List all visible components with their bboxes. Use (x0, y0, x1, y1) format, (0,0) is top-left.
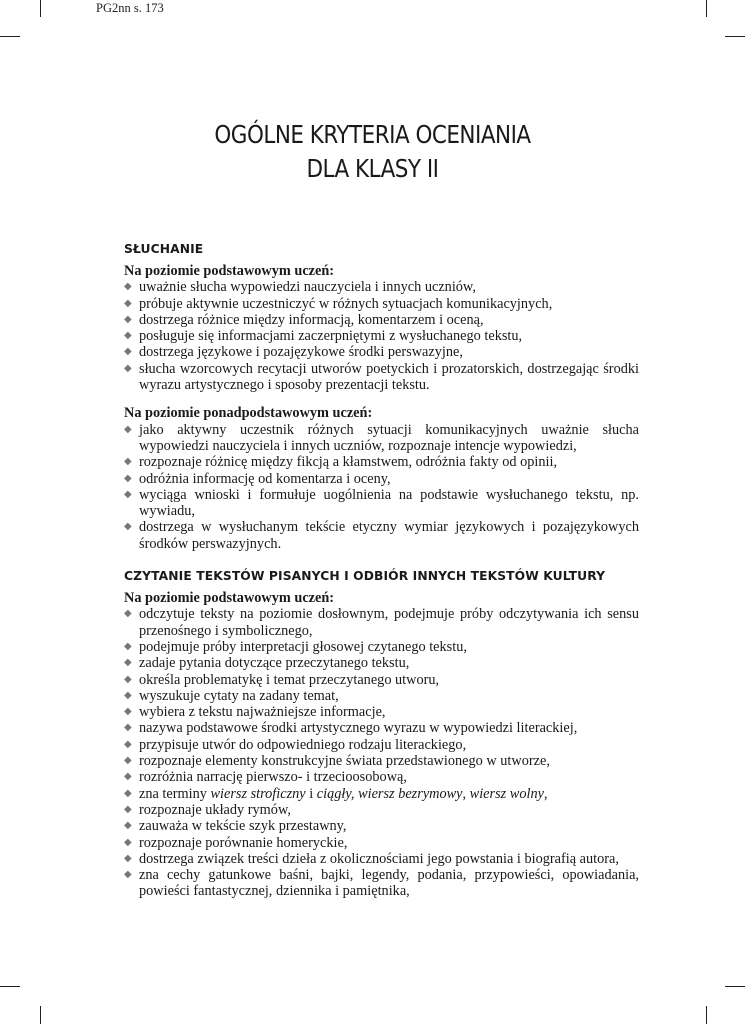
list-item-text: przypisuje utwór do odpowiedniego rodzaju literackiego, (139, 736, 467, 753)
diamond-bullet-icon: ◆ (124, 346, 132, 358)
diamond-bullet-icon: ◆ (124, 521, 132, 533)
criteria-list (124, 279, 639, 393)
level-label: Na poziomie podstawowym uczeń: (124, 263, 335, 279)
list-item (124, 454, 639, 470)
diamond-bullet-icon: ◆ (124, 488, 132, 500)
list-item (124, 672, 639, 688)
diamond-bullet-icon: ◆ (124, 330, 132, 342)
list-item-text: posługuje się informacjami zaczerpniętymi z wysłuchanego tekstu, (139, 328, 523, 345)
diamond-bullet-icon: ◆ (124, 755, 132, 767)
diamond-bullet-icon: ◆ (124, 673, 132, 685)
crop-mark (706, 1006, 707, 1024)
list-item-text: dostrzega w wysłuchanym tekście etyczny wymiar językowych i pozajęzykowych środków perswazyjnych. (139, 519, 639, 552)
list-item-text: rozpoznaje elementy konstrukcyjne świata przedstawionego w utworze, (139, 753, 550, 770)
crop-mark (725, 986, 745, 987)
list-item (124, 519, 639, 552)
list-item-text: zna terminy wiersz stroficzny i ciągły, wiersz bezrymowy, wiersz wolny, (139, 785, 548, 802)
diamond-bullet-icon: ◆ (124, 869, 132, 881)
list-item-text: zauważa w tekście szyk przestawny, (139, 818, 347, 835)
document-body (124, 241, 639, 900)
list-item-text: rozpoznaje porównanie homeryckie, (139, 834, 348, 851)
criteria-list (124, 422, 639, 552)
diamond-bullet-icon: ◆ (124, 313, 132, 325)
diamond-bullet-icon: ◆ (124, 706, 132, 718)
list-item-text: rozróżnia narrację pierwszo- i trzecioosobową, (139, 769, 407, 786)
section-heading: SŁUCHANIE (124, 242, 204, 256)
italic-term: ciągły, wiersz bezrymowy (316, 785, 463, 802)
list-item-text: nazywa podstawowe środki artystycznego wyrazu w wypowiedzi literackiej, (139, 720, 578, 737)
criteria-list (124, 606, 639, 899)
diamond-bullet-icon: ◆ (124, 836, 132, 848)
diamond-bullet-icon: ◆ (124, 787, 132, 799)
list-item (124, 312, 639, 328)
list-item (124, 851, 639, 867)
diamond-bullet-icon: ◆ (124, 608, 132, 620)
block-gap (124, 393, 639, 405)
list-item (124, 328, 639, 344)
crop-mark (40, 1006, 41, 1024)
diamond-bullet-icon: ◆ (124, 722, 132, 734)
list-item-text: uważnie słucha wypowiedzi nauczyciela i innych uczniów, (139, 279, 476, 296)
list-item (124, 639, 639, 655)
list-item-text: dostrzega związek treści dzieła z okolicznościami jego powstania i biografią autora, (139, 850, 619, 867)
list-item-text: wyszukuje cytaty na zadany temat, (139, 687, 339, 704)
diamond-bullet-icon: ◆ (124, 852, 132, 864)
list-item (124, 867, 639, 900)
list-item-text: słucha wzorcowych recytacji utworów poetyckich i prozatorskich, dostrzegając środki wyrazu artystycznego i sposoby prezentacji tekstu. (139, 360, 639, 394)
list-item-text: wybiera z tekstu najważniejsze informacje, (139, 704, 386, 721)
list-item-text: próbuje aktywnie uczestniczyć w różnych sytuacjach komunikacyjnych, (139, 295, 553, 312)
page-title (52, 118, 693, 186)
list-item (124, 296, 639, 312)
diamond-bullet-icon: ◆ (124, 689, 132, 701)
list-item-text: dostrzega różnice między informacją, komentarzem i oceną, (139, 311, 484, 328)
list-item (124, 422, 639, 455)
list-item (124, 655, 639, 671)
list-item-text: jako aktywny uczestnik różnych sytuacji komunikacyjnych uważnie słucha wypowiedzi nauczyciela i innych uczniów, rozpoznaje intencje wypowiedzi, (139, 421, 639, 454)
list-item-text: podejmuje próby interpretacji głosowej czytanego tekstu, (139, 638, 467, 655)
crop-mark (725, 36, 745, 37)
diamond-bullet-icon: ◆ (124, 423, 132, 435)
list-item-text: zadaje pytania dotyczące przeczytanego tekstu, (139, 655, 410, 672)
section-gap (124, 552, 639, 568)
diamond-bullet-icon: ◆ (124, 738, 132, 750)
list-item (124, 802, 639, 818)
list-item-text: odczytuje teksty na poziomie dosłownym, podejmuje próby odczytywania ich sensu przenośnego i symbolicznego, (139, 606, 639, 639)
page-code: PG2nn s. 173 (96, 1, 164, 15)
page-title-line-2: DLA KLASY II (306, 154, 439, 183)
list-item (124, 704, 639, 720)
crop-mark (706, 0, 707, 17)
list-item-text: określa problematykę i temat przeczytanego utworu, (139, 671, 440, 688)
list-item (124, 737, 639, 753)
diamond-bullet-icon: ◆ (124, 362, 132, 374)
list-item (124, 835, 639, 851)
diamond-bullet-icon: ◆ (124, 281, 132, 293)
level-label: Na poziomie podstawowym uczeń: (124, 590, 335, 607)
diamond-bullet-icon: ◆ (124, 456, 132, 468)
italic-term: wiersz wolny (469, 785, 544, 802)
list-item (124, 344, 639, 360)
diamond-bullet-icon: ◆ (124, 640, 132, 652)
list-item-text: zna cechy gatunkowe baśni, bajki, legendy, podania, przypowieści, opowiadania, powieści fantastycznej, dziennika i pamiętnika, (139, 867, 639, 900)
page-title-line-1: OGÓLNE KRYTERIA OCENIANIA (214, 120, 531, 149)
list-item (124, 786, 639, 802)
diamond-bullet-icon: ◆ (124, 803, 132, 815)
crop-mark (40, 0, 41, 17)
crop-mark (0, 36, 20, 37)
list-item (124, 688, 639, 704)
list-item (124, 361, 639, 394)
list-item (124, 487, 639, 520)
list-item (124, 818, 639, 834)
list-item-text: rozpoznaje układy rymów, (139, 801, 291, 818)
list-item-text: dostrzega językowe i pozajęzykowe środki perswazyjne, (139, 344, 463, 361)
diamond-bullet-icon: ◆ (124, 657, 132, 669)
list-item (124, 753, 639, 769)
diamond-bullet-icon: ◆ (124, 820, 132, 832)
crop-mark (0, 986, 20, 987)
diamond-bullet-icon: ◆ (124, 771, 132, 783)
list-item (124, 471, 639, 487)
list-item (124, 769, 639, 785)
list-item-text: odróżnia informację od komentarza i oceny, (139, 470, 391, 487)
diamond-bullet-icon: ◆ (124, 297, 132, 309)
list-item (124, 606, 639, 639)
list-item-text: wyciąga wnioski i formułuje uogólnienia na podstawie wysłuchanego tekstu, np. wywiadu, (139, 486, 639, 520)
list-item-text: rozpoznaje różnicę między fikcją a kłamstwem, odróżnia fakty od opinii, (139, 454, 558, 471)
section-heading: CZYTANIE TEKSTÓW PISANYCH I ODBIÓR INNYCH TEKSTÓW KULTURY (124, 569, 606, 584)
list-item (124, 720, 639, 736)
level-label: Na poziomie ponadpodstawowym uczeń: (124, 405, 373, 422)
diamond-bullet-icon: ◆ (124, 472, 132, 484)
list-item (124, 279, 639, 295)
italic-term: wiersz stroficzny (210, 785, 306, 802)
